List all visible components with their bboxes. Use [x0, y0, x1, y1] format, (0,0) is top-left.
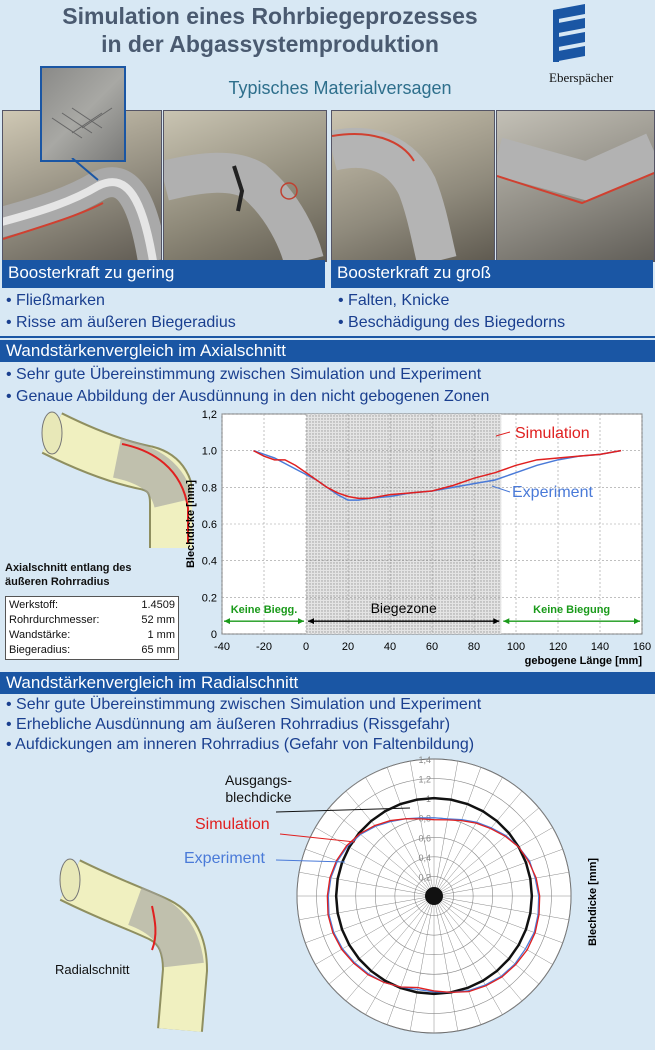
folded-pipe-icon — [332, 111, 494, 261]
y-tick-label: 1,2 — [201, 409, 217, 421]
polar-tick-label: 1,2 — [418, 774, 431, 785]
legend-simulation: Simulation — [515, 425, 590, 442]
polar-tick-label: 0,8 — [418, 813, 431, 824]
y-ticks — [202, 409, 217, 641]
kinked-pipe-icon — [497, 111, 654, 261]
title-line-1: Simulation eines Rohrbiegeprozesses — [62, 3, 478, 29]
x-tick-label: 20 — [341, 641, 355, 653]
x-tick-label: 60 — [425, 641, 439, 653]
x-tick-label: 140 — [590, 641, 610, 653]
label-ausgang-line-2: blechdicke — [225, 789, 292, 805]
axial-bullet-2: • Genaue Abbildung der Ausdünnung in den nicht gebogenen Zonen — [6, 388, 490, 405]
zoom-inset — [40, 66, 126, 162]
zone-keine-biegg: Keine Biegg. — [230, 604, 298, 617]
x-tick-label: -40 — [214, 641, 230, 653]
wall-thickness-line-chart — [180, 406, 655, 671]
x-tick-label: 80 — [467, 641, 481, 653]
radial-bullet-2: • Erhebliche Ausdünnung am äußeren Rohrradius (Rissgefahr) — [6, 716, 451, 733]
y-tick-label: 0.8 — [201, 482, 217, 495]
spec-value: 65 mm — [141, 644, 175, 656]
spec-row — [9, 598, 175, 613]
radial-bullet-3: • Aufdickungen am inneren Rohrradius (Gefahr von Faltenbildung) — [6, 736, 475, 753]
axial-caption — [5, 561, 132, 589]
leader-experiment — [276, 860, 345, 862]
label-boosterkraft-gering: Boosterkraft zu gering — [2, 260, 325, 288]
y-tick-label: 1.0 — [201, 445, 217, 458]
x-tick-label: -20 — [256, 641, 272, 653]
title-line-2: in der Abgassystemproduktion — [101, 31, 439, 57]
spec-key: Werkstoff: — [9, 599, 59, 611]
x-tick-label: 100 — [506, 641, 526, 653]
leader-simulation — [280, 834, 355, 842]
legend-experiment: Experiment — [512, 484, 593, 501]
label-leaders — [230, 790, 430, 870]
flow-marks-icon — [42, 68, 124, 160]
axial-caption-line-2: äußeren Rohrradius — [5, 576, 110, 588]
x-tick-label: 40 — [383, 641, 397, 653]
bullet-risse: • Risse am äußeren Biegeradius — [6, 314, 236, 331]
polar-tick-label: 0,2 — [418, 872, 431, 883]
label-simulation: Simulation — [195, 816, 270, 833]
axial-bullet-1: • Sehr gute Übereinstimmung zwischen Simulation und Experiment — [6, 366, 482, 383]
spec-key: Biegeradius: — [9, 644, 71, 656]
zoom-pointer — [70, 158, 100, 182]
spec-table — [5, 596, 179, 660]
spec-value: 52 mm — [141, 614, 175, 626]
polar-center — [425, 887, 443, 905]
label-boosterkraft-gross: Boosterkraft zu groß — [331, 260, 653, 288]
spec-key: Wandstärke: — [9, 629, 71, 641]
photo-riss — [163, 110, 327, 262]
polar-tick-label: 0,6 — [418, 833, 431, 844]
polar-tick-label: 1 — [425, 794, 431, 805]
spec-value: 1 mm — [147, 629, 175, 641]
spec-row — [9, 613, 175, 628]
logo-text: Eberspächer — [549, 70, 614, 85]
cracked-pipe-icon — [164, 111, 326, 261]
polar-axis-label: Blechdicke [mm] — [587, 857, 599, 947]
y-tick-label: 0.4 — [201, 555, 217, 568]
y-tick-label: 0.2 — [201, 592, 217, 605]
radial-heading: Wandstärkenvergleich im Radialschnitt — [0, 672, 655, 694]
polar-tick-label: 0,4 — [418, 852, 431, 863]
axial-heading: Wandstärkenvergleich im Axialschnitt — [0, 340, 655, 362]
radial-bullet-1: • Sehr gute Übereinstimmung zwischen Simulation und Experiment — [6, 696, 482, 713]
label-ausgang-line-1: Ausgangs- — [225, 772, 292, 788]
label-radialschnitt: Radialschnitt — [55, 962, 130, 977]
pipe-radial-icon — [40, 850, 220, 1050]
photo-falten — [331, 110, 495, 262]
zone-biegezone: Biegezone — [370, 600, 437, 617]
leader-ausgang — [276, 808, 410, 812]
pipe-axial-icon — [22, 408, 192, 558]
label-experiment: Experiment — [184, 850, 265, 867]
polar-tick-label: 1,4 — [418, 755, 431, 765]
bullet-biegedorn: • Beschädigung des Biegedorns — [338, 314, 566, 331]
spec-key: Rohrdurchmesser: — [9, 614, 100, 626]
x-axis-label: gebogene Länge [mm] — [524, 655, 642, 667]
spec-row — [9, 628, 175, 643]
bullet-falten: • Falten, Knicke — [338, 292, 450, 309]
page-title — [0, 2, 540, 58]
divider — [0, 336, 655, 338]
zone-keine-biegung: Keine Biegung — [533, 604, 611, 617]
x-tick-label: 0 — [302, 641, 310, 653]
x-ticks — [214, 641, 651, 653]
y-tick-label: 0 — [210, 629, 217, 641]
spec-row — [9, 643, 175, 658]
x-tick-label: 120 — [548, 641, 568, 653]
photo-knick — [496, 110, 655, 262]
subtitle: Typisches Materialversagen — [228, 78, 452, 98]
y-tick-label: 0.6 — [201, 519, 217, 531]
bullet-fliessmarken: • Fließmarken — [6, 292, 105, 309]
zone-annotations — [224, 600, 640, 624]
x-tick-label: 160 — [632, 641, 652, 653]
spec-value: 1.4509 — [141, 599, 175, 611]
y-axis-label: Blechdicke [mm] — [185, 479, 197, 569]
axial-caption-line-1: Axialschnitt entlang des — [5, 562, 132, 574]
